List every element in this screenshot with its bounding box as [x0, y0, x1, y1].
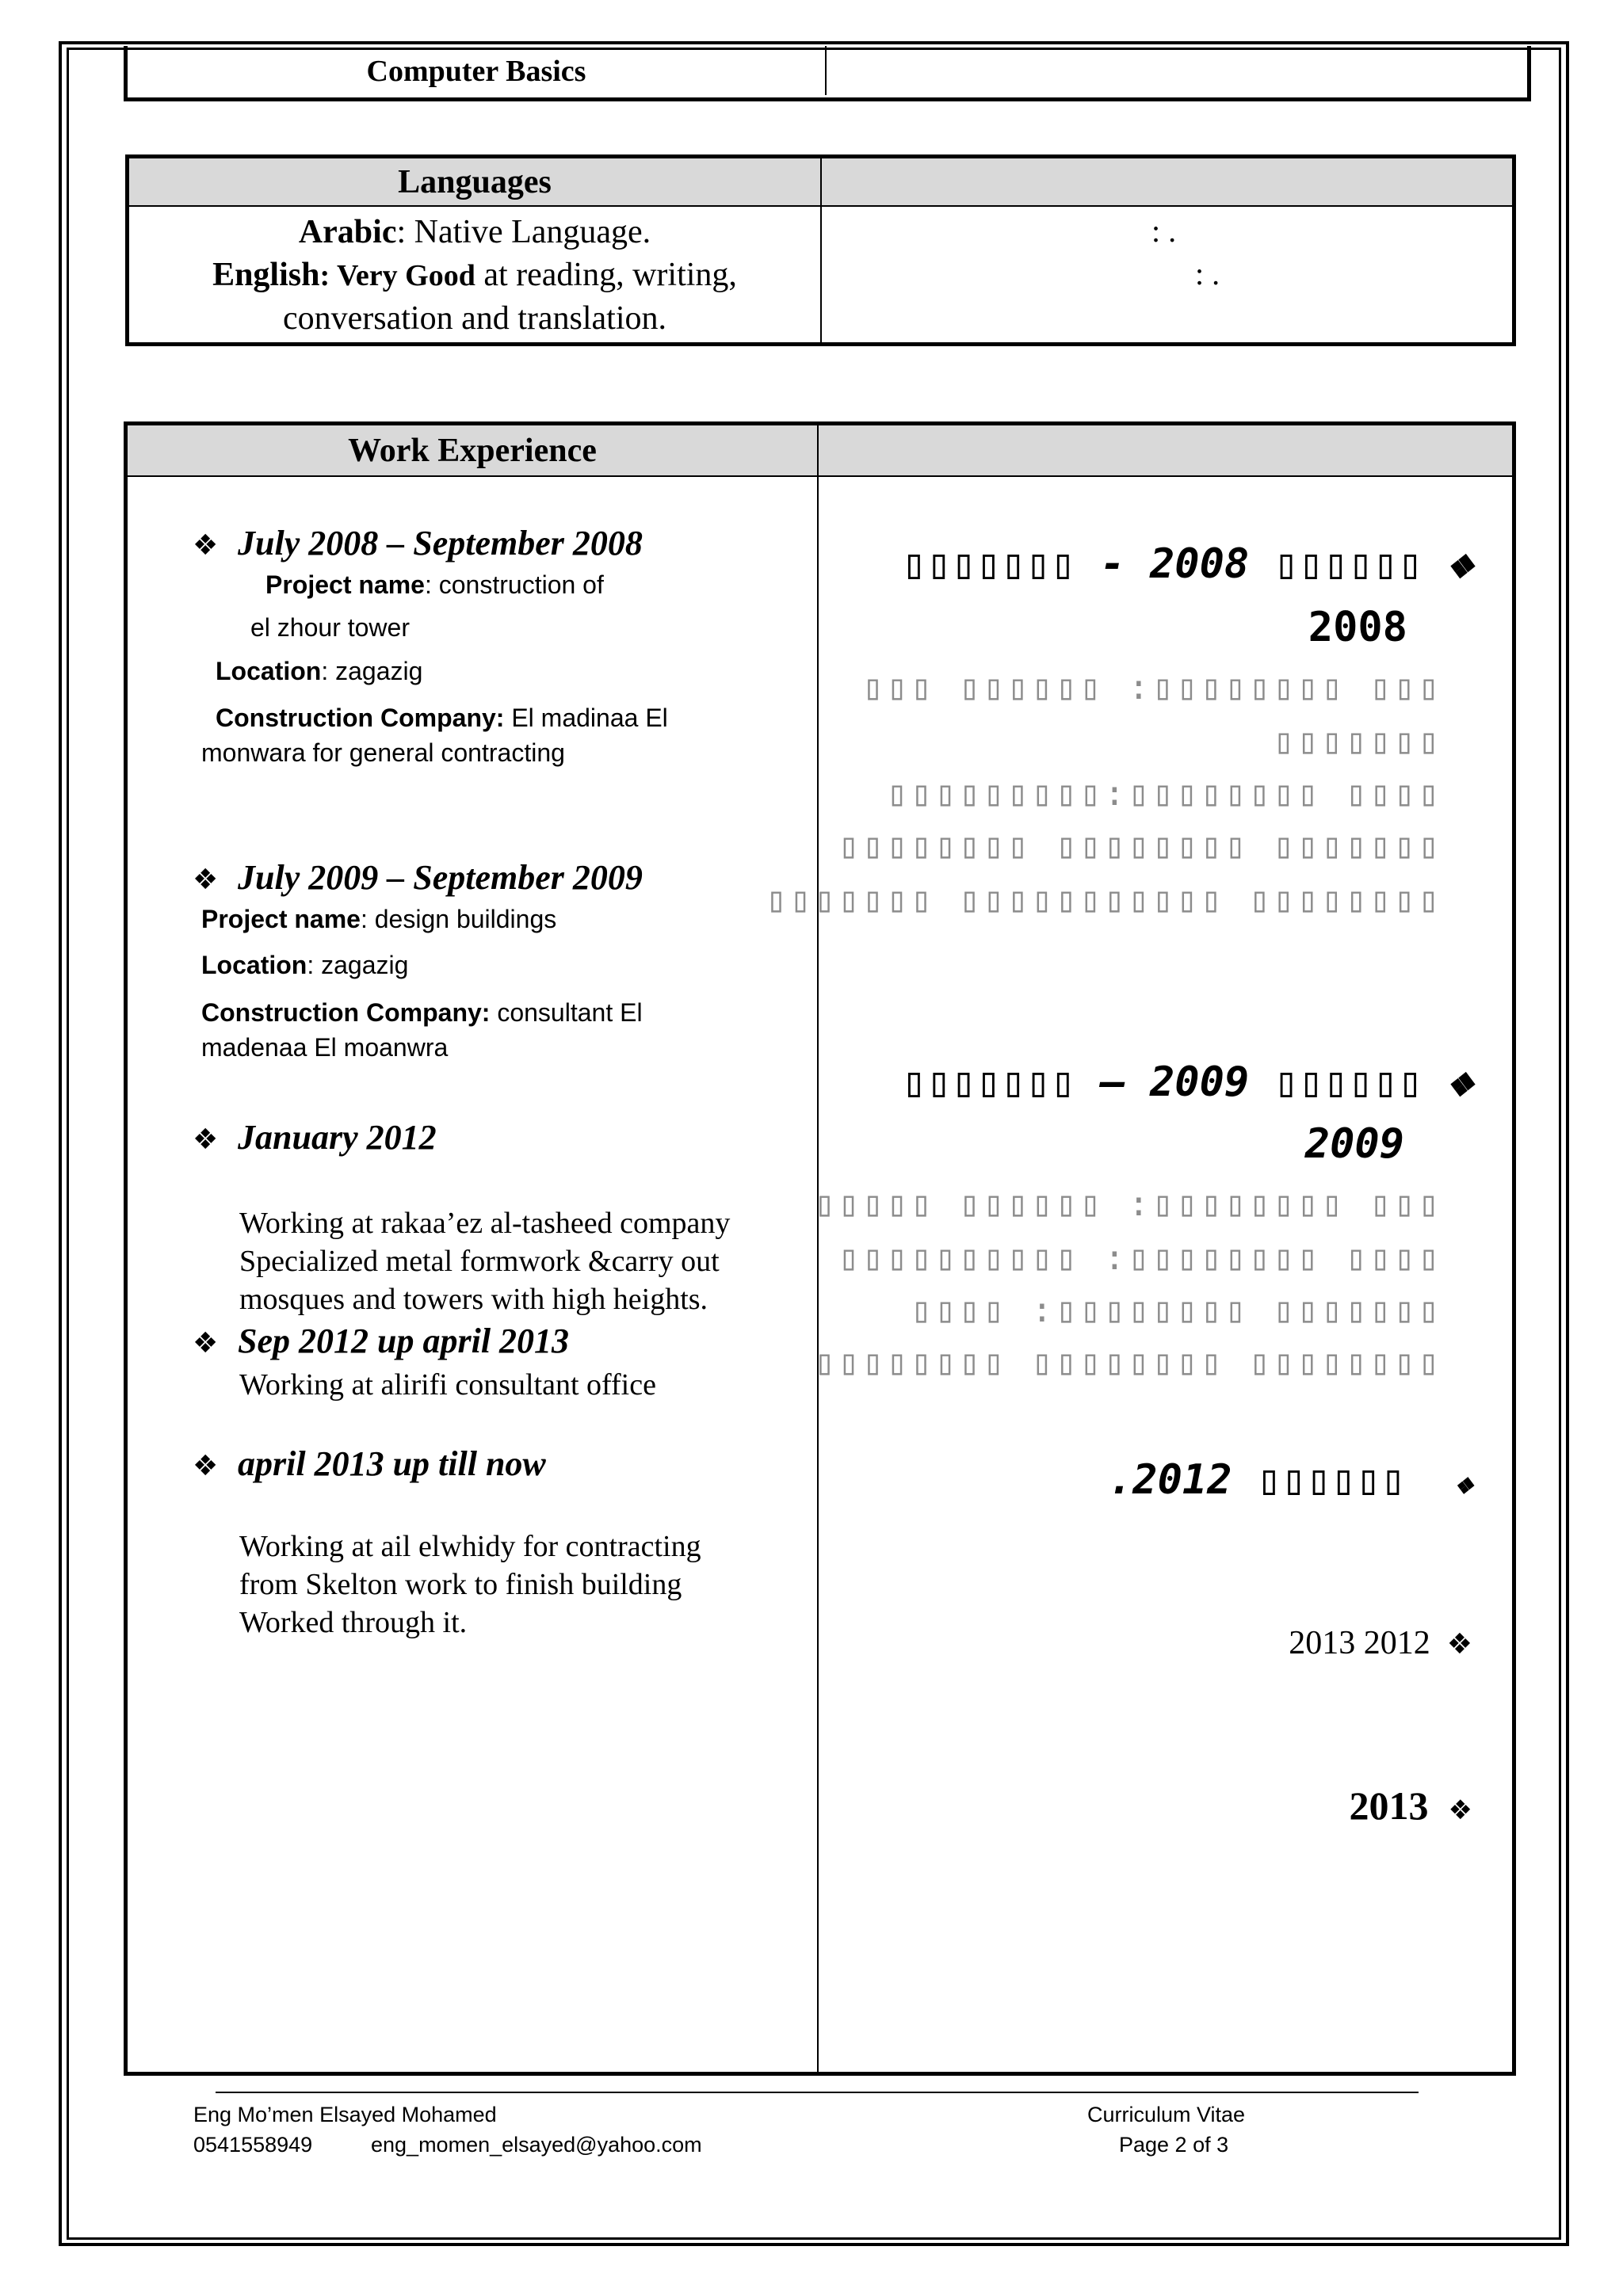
english-level: : Very Good: [319, 259, 475, 292]
ar-entry2-gray3: ▯▯▯▯ :▯▯▯▯▯▯▯▯ ▯▯▯▯▯▯▯: [911, 1290, 1442, 1330]
ar-entry2-line1: ▯▯▯▯▯▯▯ – 2009 ▯▯▯▯▯▯ ❖: [901, 1058, 1472, 1106]
ar-entry1-line1: ▯▯▯▯▯▯▯ - 2008 ▯▯▯▯▯▯ ❖: [901, 540, 1472, 588]
languages-right-line1: : .: [1151, 213, 1177, 249]
ar-entry3-line: .2012 ▯▯▯▯▯▯ ❖: [1108, 1456, 1472, 1504]
bullet-icon: ❖: [1448, 1794, 1472, 1826]
entry5-date: april 2013 up till now: [238, 1444, 546, 1483]
bullet-icon: ❖: [193, 1123, 219, 1156]
entry2-location: Location: zagazig: [201, 951, 409, 979]
entry2-company: Construction Company: consultant El: [201, 998, 643, 1027]
ar-entry1-gray4: ▯▯▯▯▯▯▯▯ ▯▯▯▯▯▯▯▯ ▯▯▯▯▯▯▯: [838, 826, 1442, 866]
computer-basics-label: Computer Basics: [366, 55, 586, 88]
entry3-date: January 2012: [238, 1118, 437, 1157]
entry2-company-line2: madenaa El moanwra: [201, 1033, 449, 1062]
footer-doc-title: Curriculum Vitae: [1087, 2103, 1246, 2126]
footer-page: Page 2 of 3: [1119, 2133, 1229, 2157]
entry3-description: Working at rakaa’ez al-tasheed company Specialized metal formwork &carry out mosques and towers with high heights.: [239, 1207, 731, 1316]
ar-entry1-gray1: ▯▯▯ ▯▯▯▯▯▯ :▯▯▯▯▯▯▯▯ ▯▯▯: [862, 667, 1442, 707]
ar-entry4-line: 2013 2012 ❖: [1289, 1625, 1472, 1661]
entry2-date: July 2009 – September 2009: [238, 858, 643, 897]
languages-header: Languages: [398, 164, 552, 200]
footer-email: eng_momen_elsayed@yahoo.com: [371, 2133, 702, 2157]
footer-name: Eng Mo’men Elsayed Mohamed: [193, 2103, 497, 2126]
bullet-icon: ❖: [1455, 1468, 1472, 1501]
bullet-icon: ❖: [193, 529, 219, 562]
arabic-value: : Native Language.: [396, 214, 651, 250]
arabic-label: Arabic: [298, 214, 397, 250]
languages-content: [129, 211, 820, 340]
computer-basics-table: [124, 46, 1531, 101]
ar-entry1-gray3: ▯▯▯▯▯▯▯▯▯:▯▯▯▯▯▯▯▯ ▯▯▯▯: [886, 773, 1442, 814]
entry1-project: Project name: construction of: [265, 570, 604, 599]
english-label: English: [212, 257, 320, 293]
languages-table: [125, 154, 1516, 346]
ar-entry2-gray2: ▯▯▯▯▯▯▯▯▯▯ :▯▯▯▯▯▯▯▯ ▯▯▯▯: [838, 1238, 1442, 1278]
languages-right-line2: : .: [1195, 256, 1220, 292]
ar-entry5-line: 2013 ❖: [1349, 1783, 1472, 1828]
work-experience-header: Work Experience: [348, 433, 597, 469]
entry4-date: Sep 2012 up april 2013: [238, 1322, 570, 1360]
bullet-icon: ❖: [1446, 1628, 1472, 1661]
entry1-location: Location: zagazig: [216, 657, 423, 685]
bullet-icon: ❖: [1447, 540, 1472, 588]
ar-entry1-gray2: ▯▯▯▯▯▯▯: [1273, 721, 1442, 761]
english-line2: conversation and translation.: [282, 300, 667, 337]
entry2-project: Project name: design buildings: [201, 905, 557, 933]
bullet-icon: ❖: [193, 1327, 219, 1360]
entry1-date: July 2008 – September 2008: [238, 524, 643, 563]
ar-entry2-gray4: ▯▯▯▯▯▯▯▯ ▯▯▯▯▯▯▯▯ ▯▯▯▯▯▯▯▯: [814, 1342, 1442, 1383]
footer-phone: 0541558949: [193, 2133, 313, 2157]
entry4-description: Working at alirifi consultant office: [239, 1368, 656, 1402]
ar-entry2-gray1: ▯▯▯▯▯ ▯▯▯▯▯▯ :▯▯▯▯▯▯▯▯ ▯▯▯: [814, 1184, 1442, 1224]
footer-rule: [216, 2092, 1419, 2093]
entry1-company-line2: monwara for general contracting: [201, 738, 565, 767]
entry1-project-line2: el zhour tower: [250, 613, 410, 642]
bullet-icon: ❖: [193, 864, 219, 896]
ar-entry1-gray5: ▯▯▯▯▯▯▯ ▯▯▯▯▯▯▯▯▯▯▯ ▯▯▯▯▯▯▯▯: [766, 879, 1442, 920]
ar-entry1-line2: 2008: [1308, 604, 1407, 651]
bullet-icon: ❖: [1447, 1058, 1472, 1106]
english-rest: at reading, writing,: [475, 257, 737, 293]
bullet-icon: ❖: [193, 1450, 219, 1482]
entry1-company: Construction Company: El madinaa El: [216, 704, 668, 732]
ar-entry2-line2: 2009: [1304, 1120, 1404, 1168]
entry5-description: Working at ail elwhidy for contracting from Skelton work to finish building Worked through it.: [239, 1530, 701, 1639]
